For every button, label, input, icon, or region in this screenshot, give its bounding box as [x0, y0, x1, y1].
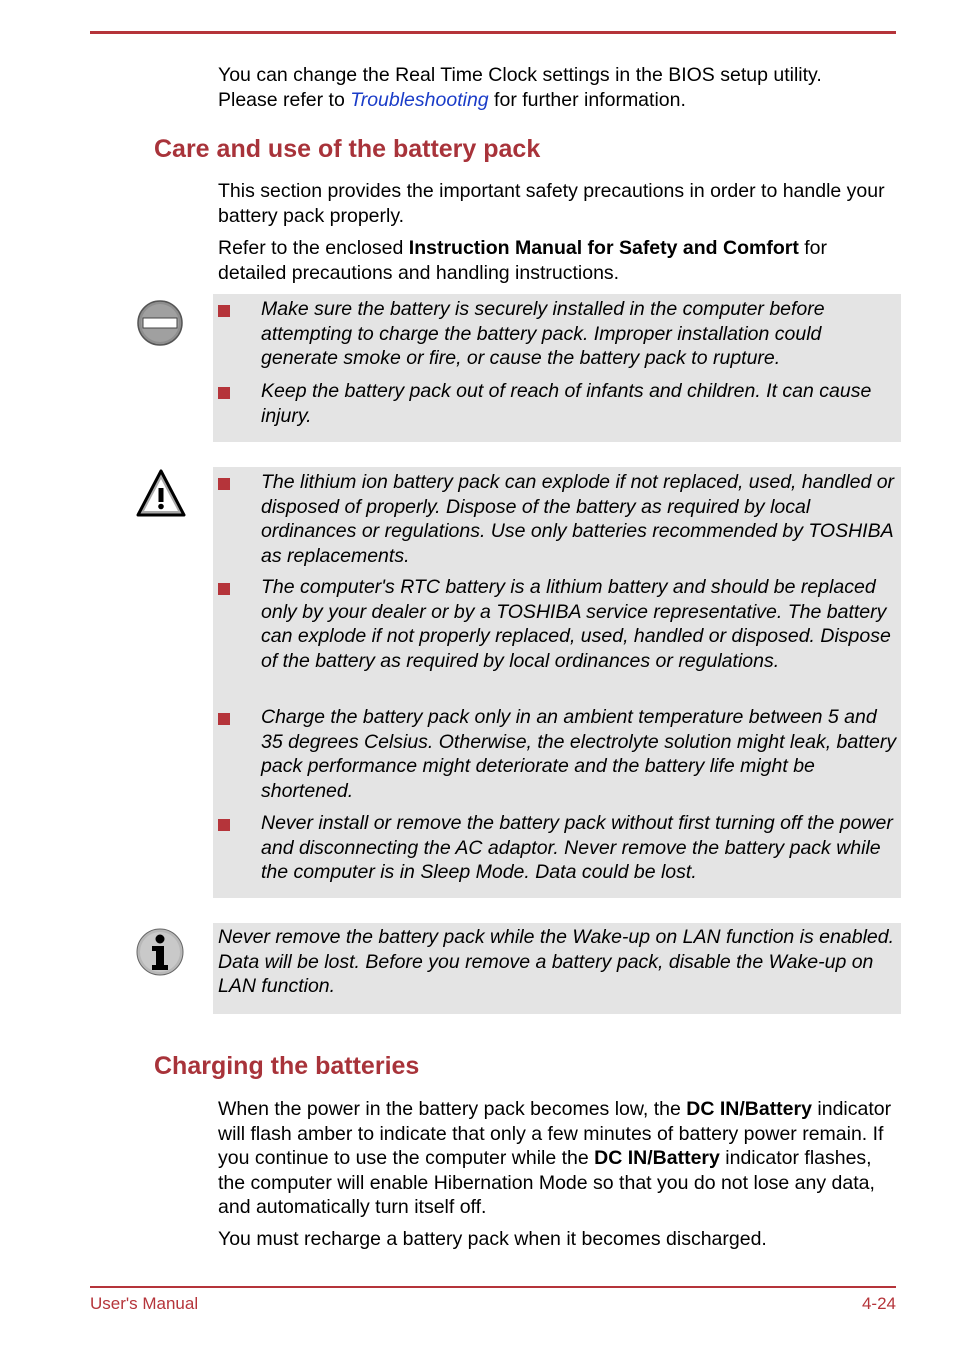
- danger-notice-box: [213, 294, 901, 442]
- battery-care-paragraph-2: [218, 236, 898, 285]
- bullet-marker: [218, 478, 230, 490]
- intro-line-2-prefix: Please refer to: [218, 88, 351, 111]
- manual-title: Instruction Manual for Safety and Comfort: [408, 237, 799, 259]
- info-notice-box: [213, 923, 901, 1014]
- dc-in-battery-label: DC IN/Battery: [594, 1147, 720, 1169]
- battery-care-paragraph-1: This section provides the important safety precautions in order to handle your battery pack properly.: [218, 180, 885, 227]
- charging-text-e: indicator flashes, the computer will enable Hibernation Mode so that you do not lose any data, and automatically turn itself off.: [218, 1147, 875, 1218]
- footer-rule: [90, 1286, 896, 1288]
- warning-item-1: The lithium ion battery pack can explode if not replaced, used, handled or disposed of properly. Dispose of the battery as required by local ordinances or regulations. Use only batteries recommended by TOSHIBA as replacements.: [261, 471, 895, 567]
- troubleshooting-link[interactable]: Troubleshooting: [350, 88, 489, 111]
- warning-triangle-icon: [135, 468, 187, 520]
- para2-suffix: for detailed precautions and handling instructions.: [218, 237, 828, 284]
- bullet-marker: [218, 305, 230, 317]
- charging-text-c: indicator will flash amber to indicate that only a few minutes of battery power remain. If you continue to use the computer while the: [218, 1098, 892, 1169]
- charging-paragraph-1: [218, 1097, 898, 1220]
- info-icon: [135, 926, 187, 978]
- prohibition-icon: [135, 297, 187, 349]
- bullet-marker: [218, 583, 230, 595]
- danger-item-2: Keep the battery pack out of reach of infants and children. It can cause injury.: [261, 380, 872, 427]
- charging-paragraph-2: You must recharge a battery pack when it becomes discharged.: [218, 1228, 767, 1250]
- footer-manual-title: User's Manual: [90, 1294, 199, 1313]
- footer-page-number: 4-24: [861, 1294, 896, 1313]
- section-heading-charging: Charging the batteries: [154, 1052, 420, 1080]
- section-heading-battery-care: Care and use of the battery pack: [154, 135, 541, 163]
- dc-in-battery-label: DC IN/Battery: [686, 1098, 812, 1120]
- intro-paragraph: [218, 63, 898, 112]
- warning-notice-box: [213, 467, 901, 898]
- warning-item-2: The computer's RTC battery is a lithium battery and should be replaced only by your dealer or by a TOSHIBA service representative. The battery can explode if not properly replaced, used, handled or disposed. Dispose of the battery as required by local ordinances or regulations.: [261, 576, 891, 672]
- bullet-marker: [218, 713, 230, 725]
- charging-text-a: When the power in the battery pack becomes low, the: [218, 1098, 687, 1120]
- intro-line-1: You can change the Real Time Clock settings in the BIOS setup utility.: [218, 64, 822, 86]
- para2-prefix: Refer to the enclosed: [218, 237, 409, 259]
- danger-item-1: Make sure the battery is securely installed in the computer before attempting to charge the battery pack. Improper installation could generate smoke or fire, or cause the battery pack to rupture.: [261, 298, 825, 369]
- info-note-text: Never remove the battery pack while the Wake-up on LAN function is enabled. Data will be lost. Before you remove a battery pack, disable the Wake-up on LAN function.: [218, 926, 895, 997]
- bullet-marker: [218, 387, 230, 399]
- header-rule: [90, 31, 896, 34]
- bullet-marker: [218, 819, 230, 831]
- intro-line-2-suffix: for further information.: [488, 88, 686, 111]
- warning-item-4: Never install or remove the battery pack without first turning off the power and disconnecting the AC adaptor. Never remove the battery pack while the computer is in Sleep Mode. Data could be lost.: [261, 812, 893, 883]
- warning-item-3: Charge the battery pack only in an ambient temperature between 5 and 35 degrees Celsius. Otherwise, the electrolyte solution might leak, battery pack performance might deteriorate and the battery life might be shortened.: [261, 706, 897, 802]
